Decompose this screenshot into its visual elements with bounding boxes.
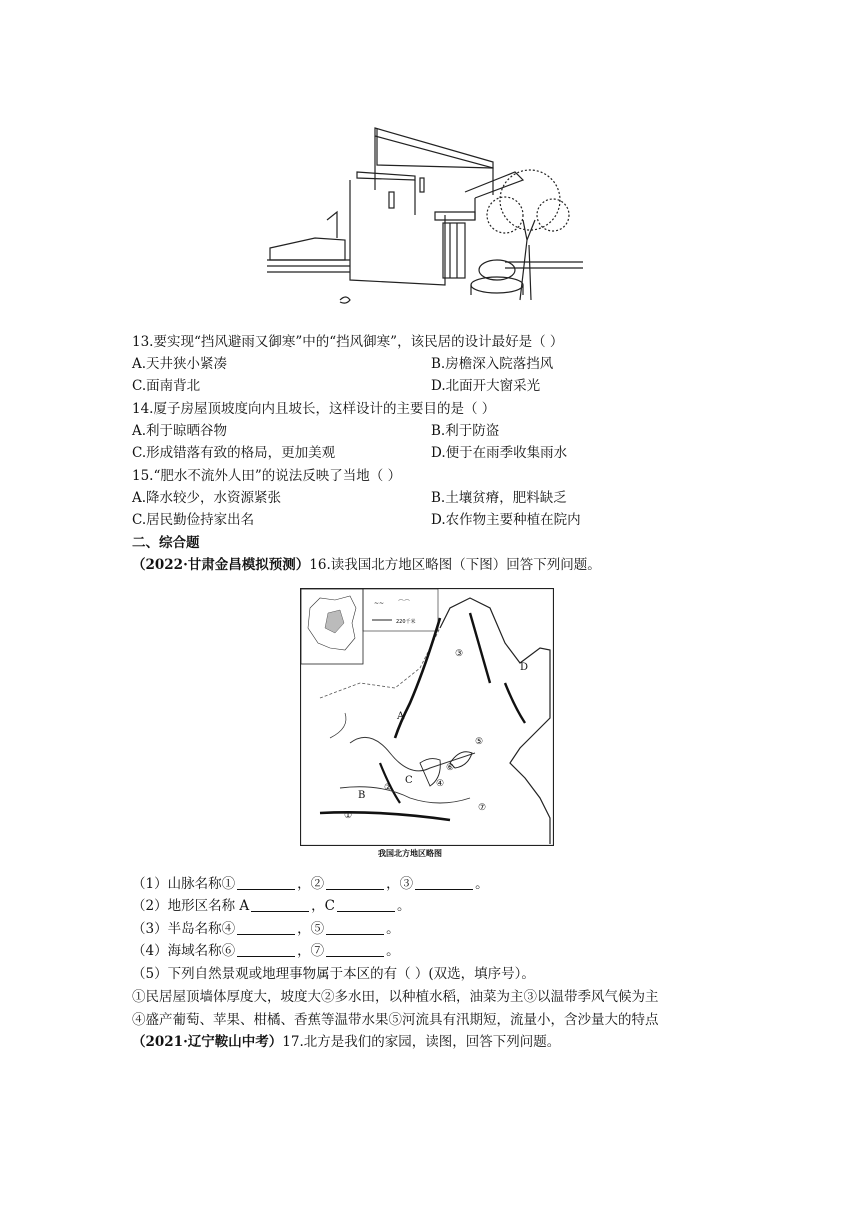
- q16-stem: 16.读我国北方地区略图（下图）回答下列问题。: [309, 557, 601, 573]
- map-label-6: ⑥: [446, 763, 455, 773]
- q16-source: （2022·甘肃金昌模拟预测）: [132, 557, 310, 573]
- svg-text:~~: ~~: [374, 600, 385, 607]
- map-label-1: ①: [344, 811, 353, 821]
- q16-sub4: （4）海域名称⑥ ，⑦ 。: [132, 943, 400, 959]
- q14-option-b: B.利于防盗: [431, 423, 500, 439]
- q13-option-a: A.天井狭小紧凑: [132, 356, 228, 372]
- section-title: 二、综合题: [132, 535, 200, 551]
- answer-blank[interactable]: [326, 942, 384, 957]
- q16-sub5: （5）下列自然景观或地理事物属于本区的有（ ）(双选，填序号）。: [132, 966, 535, 982]
- answer-blank[interactable]: [337, 897, 395, 912]
- question-16: [132, 555, 601, 575]
- map-label-a: A: [397, 711, 405, 722]
- map-label-c: C: [405, 775, 413, 786]
- q16-sub1: （1）山脉名称① ，② ，③ 。: [132, 876, 489, 892]
- q15-option-c: C.居民勤俭持家出名: [132, 512, 255, 528]
- map-label-4: ④: [436, 779, 445, 789]
- house-illustration: [265, 120, 585, 310]
- q15-option-d: D.农作物主要种植在院内: [431, 512, 581, 528]
- map-label-d: D: [520, 662, 529, 673]
- map-label-2: ②: [384, 783, 393, 793]
- question-14-stem: 14.厦子房屋顶坡度向内且坡长，这样设计的主要目的是（ ）: [132, 401, 496, 417]
- q13-option-d: D.北面开大窗采光: [431, 378, 541, 394]
- q16-sub3: （3）半岛名称④ ，⑤ 。: [132, 921, 400, 937]
- map-label-b: B: [358, 790, 366, 801]
- map-scale: 220千米: [396, 619, 416, 625]
- answer-blank[interactable]: [237, 920, 295, 935]
- svg-text:⌒⌒: ⌒⌒: [398, 600, 411, 607]
- answer-blank[interactable]: [326, 875, 384, 890]
- map-label-7: ⑦: [478, 803, 487, 813]
- q15-option-b: B.土壤贫瘠，肥料缺乏: [431, 490, 567, 506]
- question-13-stem: 13.要实现“挡风避雨又御寒”中的“挡风御寒”，该民居的设计最好是（ ）: [132, 334, 564, 350]
- north-china-map: [300, 588, 554, 846]
- q14-option-a: A.利于晾晒谷物: [132, 423, 228, 439]
- q14-option-d: D.便于在雨季收集雨水: [431, 445, 568, 461]
- answer-blank[interactable]: [237, 942, 295, 957]
- answer-blank[interactable]: [251, 897, 309, 912]
- q17-stem: 17.北方是我们的家园，读图，回答下列问题。: [282, 1034, 561, 1050]
- map-label-5: ⑤: [475, 737, 484, 747]
- q14-option-c: C.形成错落有致的格局，更加美观: [132, 445, 336, 461]
- map-caption: 我国北方地区略图: [378, 849, 442, 858]
- q15-option-a: A.降水较少，水资源紧张: [132, 490, 282, 506]
- question-15-stem: 15.“肥水不流外人田”的说法反映了当地（ ）: [132, 468, 402, 484]
- answer-blank[interactable]: [237, 875, 295, 890]
- q16-sub2: （2）地形区名称 A ，C 。: [132, 898, 411, 914]
- answer-blank[interactable]: [326, 920, 384, 935]
- q16-items-line1: ①民居屋顶墙体厚度大，坡度大②多水田，以种植水稻，油菜为主③以温带季风气候为主: [132, 989, 659, 1005]
- q13-option-c: C.面南背北: [132, 378, 201, 394]
- map-label-3: ③: [455, 649, 464, 659]
- q13-option-b: B.房檐深入院落挡风: [431, 356, 554, 372]
- question-17: [132, 1032, 560, 1052]
- answer-blank[interactable]: [415, 875, 473, 890]
- q16-items-line2: ④盛产葡萄、苹果、柑橘、香蕉等温带水果⑤河流具有汛期短，流量小，含沙量大的特点: [132, 1012, 659, 1028]
- q17-source: （2021·辽宁鞍山中考）: [132, 1034, 283, 1050]
